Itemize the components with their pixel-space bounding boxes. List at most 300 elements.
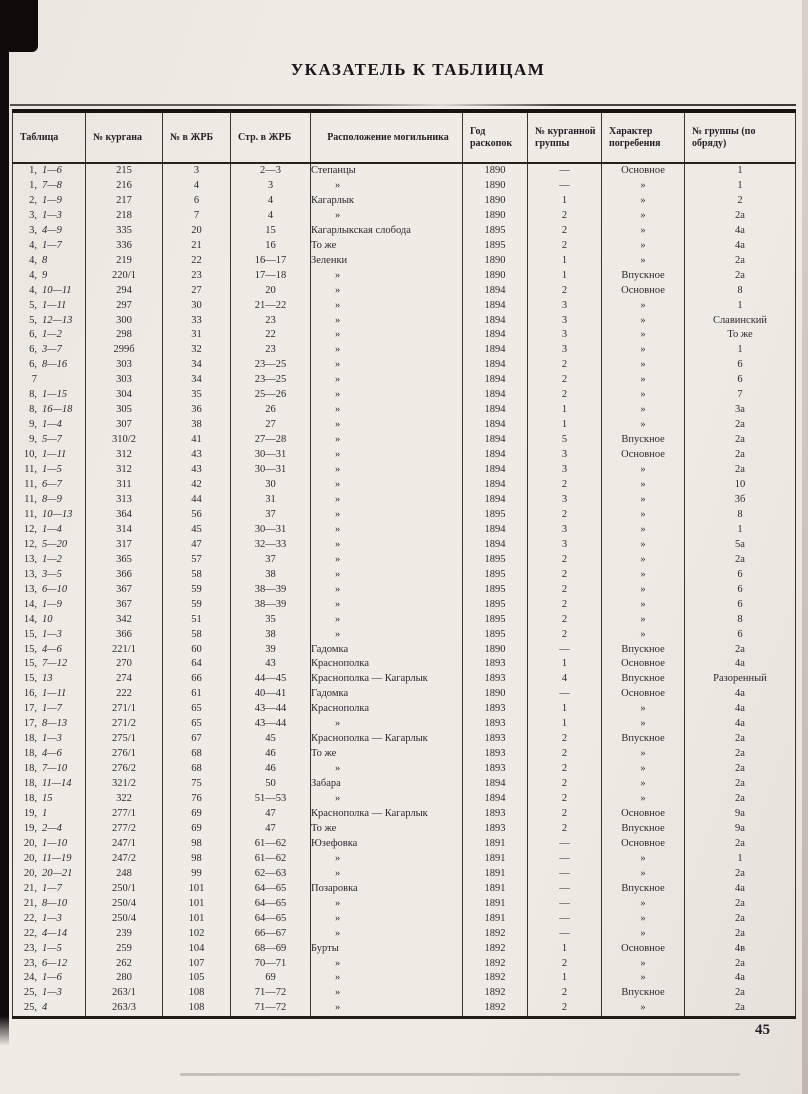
cell-kurgan-group-no: 2 — [528, 224, 602, 239]
plate-number: 4, — [29, 269, 37, 281]
cell-plate — [13, 852, 86, 867]
figure-range: 4—6 — [42, 643, 62, 655]
figure-range: 5—7 — [42, 434, 62, 446]
cell-plate — [13, 523, 86, 538]
cell-burial-type: Основное — [602, 284, 685, 299]
cell-burial-type: » — [602, 179, 685, 194]
cell-kurgan-no: 222 — [86, 687, 163, 702]
cell-zhrb-page: 30—31 — [231, 463, 311, 478]
cell-burial-type: » — [602, 747, 685, 762]
table-row — [13, 254, 796, 269]
cell-zhrb-page: 21—22 — [231, 299, 311, 314]
page-number: 45 — [755, 1022, 770, 1038]
cell-kurgan-no: 365 — [86, 553, 163, 568]
cell-plate — [13, 942, 86, 957]
cell-burial-type: Основное — [602, 163, 685, 179]
plate-number: 18, — [23, 793, 37, 805]
cell-plate — [13, 568, 86, 583]
cell-plate — [13, 343, 86, 358]
cell-kurgan-group-no: 2 — [528, 1001, 602, 1017]
cell-year: 1894 — [463, 388, 528, 403]
plate-number: 12, — [23, 538, 37, 550]
cell-plate — [13, 971, 86, 986]
cell-location: » — [311, 717, 463, 732]
cell-zhrb-page: 38—39 — [231, 598, 311, 613]
cell-zhrb-no: 60 — [163, 643, 231, 658]
cell-location: » — [311, 179, 463, 194]
cell-burial-type: » — [602, 598, 685, 613]
cell-burial-type: » — [602, 762, 685, 777]
figure-range: 9 — [42, 269, 48, 281]
table-row — [13, 942, 796, 957]
cell-zhrb-no: 20 — [163, 224, 231, 239]
cell-zhrb-page: 71—72 — [231, 1001, 311, 1017]
cell-kurgan-group-no: 5 — [528, 433, 602, 448]
cell-zhrb-page: 43—44 — [231, 702, 311, 717]
scan-artifact-right-edge — [802, 0, 808, 1094]
table-header-row — [13, 111, 796, 163]
plate-number: 23, — [23, 957, 37, 969]
cell-location: » — [311, 613, 463, 628]
cell-kurgan-no: 250/4 — [86, 912, 163, 927]
cell-kurgan-group-no: 1 — [528, 657, 602, 672]
cell-kurgan-no: 312 — [86, 463, 163, 478]
plate-number: 21, — [23, 897, 37, 909]
figure-range: 13 — [42, 673, 53, 685]
cell-kurgan-no: 336 — [86, 239, 163, 254]
cell-rite-group-no: 10 — [685, 478, 796, 493]
cell-plate — [13, 254, 86, 269]
plate-number: 20, — [23, 837, 37, 849]
figure-range: 8—13 — [42, 718, 68, 730]
scan-artifact-left-strip — [0, 0, 9, 1016]
figure-range: 8—10 — [42, 897, 68, 909]
cell-year: 1894 — [463, 343, 528, 358]
cell-rite-group-no: 2а — [685, 433, 796, 448]
table-body — [13, 163, 796, 1018]
cell-zhrb-no: 102 — [163, 927, 231, 942]
figure-range: 4—14 — [42, 927, 68, 939]
cell-year: 1895 — [463, 553, 528, 568]
cell-plate — [13, 687, 86, 702]
column-header-kurgan-no: № кургана — [86, 111, 163, 163]
cell-location: Степанцы — [311, 163, 463, 179]
cell-zhrb-page: 47 — [231, 822, 311, 837]
cell-year: 1893 — [463, 747, 528, 762]
cell-rite-group-no: 1 — [685, 299, 796, 314]
cell-kurgan-no: 247/2 — [86, 852, 163, 867]
table-row — [13, 717, 796, 732]
cell-location: Краснополка — [311, 657, 463, 672]
cell-rite-group-no: 4а — [685, 702, 796, 717]
figure-range: 1—11 — [42, 299, 67, 311]
cell-location: » — [311, 1001, 463, 1017]
cell-plate — [13, 882, 86, 897]
cell-year: 1894 — [463, 777, 528, 792]
cell-year: 1895 — [463, 628, 528, 643]
cell-rite-group-no: 9а — [685, 822, 796, 837]
cell-zhrb-page: 61—62 — [231, 852, 311, 867]
cell-burial-type: » — [602, 523, 685, 538]
cell-rite-group-no: 3а — [685, 403, 796, 418]
cell-year: 1890 — [463, 687, 528, 702]
cell-year: 1893 — [463, 732, 528, 747]
table-row — [13, 388, 796, 403]
cell-kurgan-no: 366 — [86, 628, 163, 643]
plate-number: 20, — [23, 867, 37, 879]
cell-year: 1895 — [463, 613, 528, 628]
plate-number: 4, — [29, 254, 37, 266]
cell-location: » — [311, 762, 463, 777]
cell-kurgan-no: 262 — [86, 957, 163, 972]
plate-number: 3, — [29, 224, 37, 236]
table-row — [13, 328, 796, 343]
cell-kurgan-no: 276/2 — [86, 762, 163, 777]
cell-plate — [13, 433, 86, 448]
cell-zhrb-no: 101 — [163, 897, 231, 912]
cell-rite-group-no: 1 — [685, 179, 796, 194]
cell-zhrb-page: 44—45 — [231, 672, 311, 687]
cell-plate — [13, 732, 86, 747]
cell-zhrb-page: 43 — [231, 657, 311, 672]
cell-year: 1891 — [463, 882, 528, 897]
scan-artifact-bottom-streak — [180, 1073, 740, 1076]
plate-number: 14, — [23, 598, 37, 610]
cell-zhrb-page: 3 — [231, 179, 311, 194]
figure-range: 1—3 — [42, 209, 62, 221]
figure-range: 10 — [42, 613, 53, 625]
cell-zhrb-no: 34 — [163, 358, 231, 373]
figure-range: 7—10 — [42, 763, 68, 775]
cell-kurgan-group-no: 1 — [528, 942, 602, 957]
cell-year: 1894 — [463, 523, 528, 538]
cell-zhrb-no: 30 — [163, 299, 231, 314]
cell-year: 1892 — [463, 971, 528, 986]
figure-range: 1—4 — [42, 523, 62, 535]
figure-range: 3—7 — [42, 344, 62, 356]
cell-year: 1894 — [463, 358, 528, 373]
cell-kurgan-group-no: 2 — [528, 239, 602, 254]
cell-location: » — [311, 508, 463, 523]
cell-zhrb-no: 104 — [163, 942, 231, 957]
cell-location: Забара — [311, 777, 463, 792]
cell-location: Юзефовка — [311, 837, 463, 852]
table-row — [13, 882, 796, 897]
cell-burial-type: Впускное — [602, 732, 685, 747]
cell-zhrb-page: 30 — [231, 478, 311, 493]
figure-range: 11—19 — [42, 852, 72, 864]
cell-burial-type: » — [602, 912, 685, 927]
cell-kurgan-group-no: — — [528, 643, 602, 658]
cell-zhrb-page: 27 — [231, 418, 311, 433]
cell-zhrb-page: 32—33 — [231, 538, 311, 553]
cell-year: 1892 — [463, 927, 528, 942]
table-row — [13, 553, 796, 568]
table-row — [13, 702, 796, 717]
cell-kurgan-no: 275/1 — [86, 732, 163, 747]
cell-plate — [13, 822, 86, 837]
cell-zhrb-no: 101 — [163, 912, 231, 927]
cell-burial-type: » — [602, 343, 685, 358]
cell-rite-group-no: 2а — [685, 747, 796, 762]
cell-location: » — [311, 912, 463, 927]
table-row — [13, 179, 796, 194]
cell-plate — [13, 867, 86, 882]
column-header-zhrb-page: Стр. в ЖРБ — [231, 111, 311, 163]
cell-kurgan-no: 311 — [86, 478, 163, 493]
cell-burial-type: » — [602, 508, 685, 523]
cell-burial-type: » — [602, 568, 685, 583]
cell-plate — [13, 657, 86, 672]
cell-burial-type: » — [602, 403, 685, 418]
plate-number: 20, — [23, 852, 37, 864]
figure-range: 15 — [42, 793, 53, 805]
cell-year: 1891 — [463, 912, 528, 927]
cell-rite-group-no: 2 — [685, 194, 796, 209]
cell-year: 1894 — [463, 433, 528, 448]
cell-rite-group-no: 9а — [685, 807, 796, 822]
cell-plate — [13, 388, 86, 403]
cell-zhrb-no: 98 — [163, 837, 231, 852]
cell-plate — [13, 508, 86, 523]
plate-number: 9, — [29, 419, 37, 431]
cell-kurgan-no: 263/1 — [86, 986, 163, 1001]
cell-rite-group-no: 2а — [685, 912, 796, 927]
table-row — [13, 568, 796, 583]
cell-location: Кагарлык — [311, 194, 463, 209]
cell-kurgan-group-no: — — [528, 912, 602, 927]
cell-kurgan-group-no: — — [528, 837, 602, 852]
figure-range: 12—13 — [42, 314, 73, 326]
table-row — [13, 493, 796, 508]
plate-number: 9, — [29, 434, 37, 446]
table-row — [13, 643, 796, 658]
cell-year: 1895 — [463, 224, 528, 239]
cell-kurgan-no: 322 — [86, 792, 163, 807]
cell-zhrb-page: 4 — [231, 194, 311, 209]
cell-kurgan-group-no: 1 — [528, 194, 602, 209]
cell-kurgan-no: 294 — [86, 284, 163, 299]
cell-rite-group-no: 4а — [685, 657, 796, 672]
cell-zhrb-no: 3 — [163, 163, 231, 179]
plate-number: 15, — [23, 628, 37, 640]
cell-zhrb-no: 21 — [163, 239, 231, 254]
plate-number: 16, — [23, 688, 37, 700]
cell-kurgan-no: 274 — [86, 672, 163, 687]
cell-location: » — [311, 523, 463, 538]
figure-range: 7—12 — [42, 658, 68, 670]
column-header-plate: Таблица — [13, 111, 86, 163]
cell-year: 1890 — [463, 643, 528, 658]
plate-number: 19, — [23, 822, 37, 834]
cell-zhrb-no: 99 — [163, 867, 231, 882]
cell-year: 1893 — [463, 762, 528, 777]
table-row — [13, 314, 796, 329]
plate-number: 11, — [24, 508, 37, 520]
cell-rite-group-no: 6 — [685, 358, 796, 373]
cell-kurgan-no: 271/2 — [86, 717, 163, 732]
cell-burial-type: » — [602, 971, 685, 986]
plate-number: 17, — [23, 703, 37, 715]
cell-zhrb-page: 64—65 — [231, 882, 311, 897]
cell-plate — [13, 613, 86, 628]
cell-plate — [13, 897, 86, 912]
cell-plate — [13, 792, 86, 807]
cell-zhrb-no: 32 — [163, 343, 231, 358]
cell-kurgan-group-no: 2 — [528, 732, 602, 747]
cell-burial-type: Впускное — [602, 269, 685, 284]
cell-location: Бурты — [311, 942, 463, 957]
cell-kurgan-group-no: 1 — [528, 418, 602, 433]
cell-kurgan-group-no: 2 — [528, 822, 602, 837]
figure-range: 1 — [42, 807, 48, 819]
cell-zhrb-no: 56 — [163, 508, 231, 523]
cell-location: » — [311, 568, 463, 583]
table-row — [13, 792, 796, 807]
table-row — [13, 403, 796, 418]
cell-kurgan-group-no: 2 — [528, 478, 602, 493]
cell-year: 1894 — [463, 448, 528, 463]
cell-plate — [13, 179, 86, 194]
cell-rite-group-no: 2а — [685, 837, 796, 852]
table-row — [13, 418, 796, 433]
cell-burial-type: Основное — [602, 942, 685, 957]
cell-plate — [13, 553, 86, 568]
plate-number: 22, — [23, 927, 37, 939]
cell-plate — [13, 628, 86, 643]
plate-number: 18, — [23, 778, 37, 790]
figure-range: 1—2 — [42, 553, 62, 565]
cell-location: То же — [311, 747, 463, 762]
cell-zhrb-no: 41 — [163, 433, 231, 448]
cell-kurgan-group-no: 3 — [528, 448, 602, 463]
figure-range: 1—3 — [42, 987, 62, 999]
figure-range: 8—9 — [42, 493, 62, 505]
cell-year: 1890 — [463, 163, 528, 179]
plate-number: 10, — [23, 449, 37, 461]
cell-rite-group-no: 6 — [685, 373, 796, 388]
cell-kurgan-group-no: 3 — [528, 299, 602, 314]
cell-plate — [13, 747, 86, 762]
cell-zhrb-page: 43—44 — [231, 717, 311, 732]
figure-range: 1—4 — [42, 419, 62, 431]
figure-range: 1—11 — [42, 688, 67, 700]
figure-range: 1—2 — [42, 329, 62, 341]
figure-range: 1—7 — [42, 703, 62, 715]
table-row — [13, 343, 796, 358]
cell-year: 1894 — [463, 403, 528, 418]
cell-rite-group-no: 2а — [685, 792, 796, 807]
cell-plate — [13, 643, 86, 658]
cell-zhrb-no: 51 — [163, 613, 231, 628]
cell-zhrb-no: 35 — [163, 388, 231, 403]
cell-kurgan-group-no: 2 — [528, 358, 602, 373]
table-row — [13, 508, 796, 523]
cell-kurgan-group-no: 2 — [528, 628, 602, 643]
cell-rite-group-no: 2а — [685, 448, 796, 463]
plate-number: 11, — [24, 493, 37, 505]
figure-range: 1—7 — [42, 239, 62, 251]
cell-plate — [13, 163, 86, 179]
cell-location: » — [311, 628, 463, 643]
cell-kurgan-no: 248 — [86, 867, 163, 882]
cell-rite-group-no: 1 — [685, 852, 796, 867]
cell-rite-group-no: 2а — [685, 269, 796, 284]
figure-range: 16—18 — [42, 404, 73, 416]
cell-year: 1894 — [463, 478, 528, 493]
cell-rite-group-no: 2а — [685, 553, 796, 568]
cell-rite-group-no: 6 — [685, 598, 796, 613]
plate-number: 15, — [23, 658, 37, 670]
cell-zhrb-no: 68 — [163, 747, 231, 762]
cell-kurgan-no: 314 — [86, 523, 163, 538]
cell-burial-type: » — [602, 328, 685, 343]
cell-burial-type: » — [602, 388, 685, 403]
plate-number: 8, — [29, 389, 37, 401]
table-row — [13, 284, 796, 299]
figure-range: 3—5 — [42, 568, 62, 580]
cell-zhrb-page: 25—26 — [231, 388, 311, 403]
plate-number: 13, — [23, 568, 37, 580]
cell-kurgan-no: 335 — [86, 224, 163, 239]
cell-location: » — [311, 448, 463, 463]
plate-number: 6, — [29, 359, 37, 371]
table-row — [13, 478, 796, 493]
table-row — [13, 583, 796, 598]
cell-year: 1894 — [463, 538, 528, 553]
cell-kurgan-group-no: 2 — [528, 388, 602, 403]
plate-number: 3, — [29, 209, 37, 221]
table-row — [13, 239, 796, 254]
cell-location: » — [311, 418, 463, 433]
cell-zhrb-page: 35 — [231, 613, 311, 628]
cell-zhrb-page: 40—41 — [231, 687, 311, 702]
plate-number: 23, — [23, 942, 37, 954]
cell-year: 1892 — [463, 1001, 528, 1017]
cell-zhrb-page: 22 — [231, 328, 311, 343]
cell-zhrb-page: 37 — [231, 553, 311, 568]
cell-kurgan-no: 298 — [86, 328, 163, 343]
cell-kurgan-group-no: — — [528, 927, 602, 942]
figure-range: 4—6 — [42, 748, 62, 760]
cell-burial-type: » — [602, 209, 685, 224]
cell-rite-group-no: 4в — [685, 942, 796, 957]
cell-kurgan-no: 239 — [86, 927, 163, 942]
plate-number: 22, — [23, 912, 37, 924]
cell-rite-group-no: 7 — [685, 388, 796, 403]
cell-rite-group-no: 6 — [685, 568, 796, 583]
table-row — [13, 687, 796, 702]
table-row — [13, 209, 796, 224]
cell-rite-group-no: 2а — [685, 986, 796, 1001]
cell-kurgan-no: 219 — [86, 254, 163, 269]
cell-zhrb-no: 65 — [163, 702, 231, 717]
cell-kurgan-no: 321/2 — [86, 777, 163, 792]
cell-year: 1893 — [463, 672, 528, 687]
table-row — [13, 672, 796, 687]
cell-kurgan-group-no: 1 — [528, 702, 602, 717]
cell-kurgan-group-no: 1 — [528, 971, 602, 986]
plate-number: 14, — [23, 613, 37, 625]
cell-zhrb-no: 59 — [163, 583, 231, 598]
cell-burial-type: » — [602, 897, 685, 912]
table-row — [13, 657, 796, 672]
cell-year: 1892 — [463, 942, 528, 957]
cell-plate — [13, 672, 86, 687]
cell-burial-type: » — [602, 254, 685, 269]
figure-range: 5—20 — [42, 538, 68, 550]
cell-rite-group-no: То же — [685, 328, 796, 343]
